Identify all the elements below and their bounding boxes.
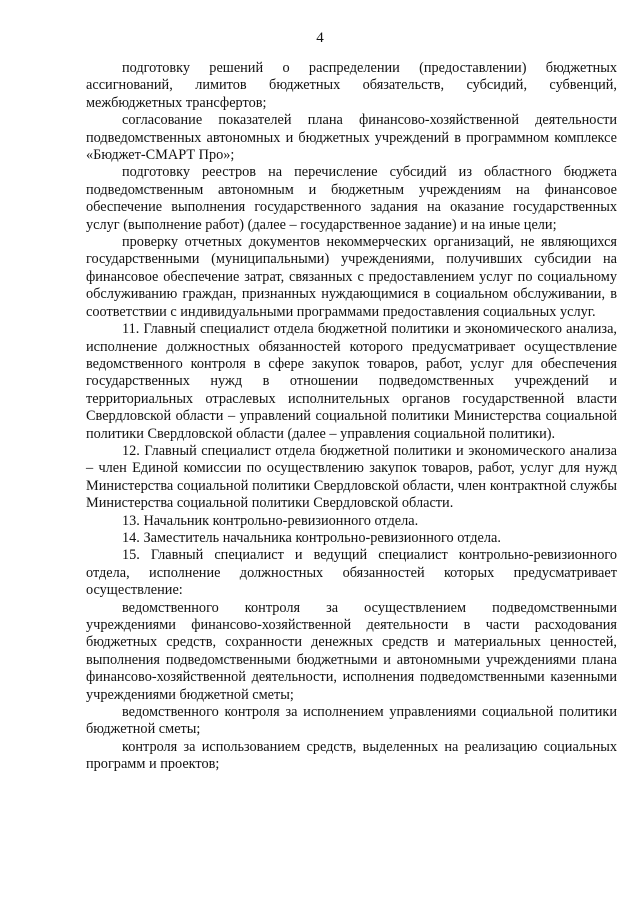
paragraph: 12. Главный специалист отдела бюджетной политики и экономического анализа – член Единой комиссии по осуществлению закупок товаров, работ, услуг для нужд Министерства социальной политики Свердловской области, член контрактной службы Министерства социальной политики Свердловской области. xyxy=(86,442,617,512)
paragraph: 14. Заместитель начальника контрольно-ревизионного отдела. xyxy=(122,529,501,546)
paragraph: ведомственного контроля за исполнением управлениями социальной политики бюджетной сметы; xyxy=(86,704,617,738)
paragraph: 13. Начальник контрольно-ревизионного отдела. xyxy=(122,512,419,529)
paragraph: контроля за использованием средств, выделенных на реализацию социальных программ и проектов; xyxy=(86,738,617,773)
paragraph: 15. Главный специалист и ведущий специалист контрольно-ревизионного отдела, исполнение должностных обязанностей которых предусматривает осуществление: xyxy=(86,547,617,599)
paragraph: подготовку решений о распределении (предоставлении) бюджетных ассигнований, лимитов бюджетных обязательств, субсидий, субвенций, межбюджетных трансфертов; xyxy=(86,60,617,111)
paragraph: ведомственного контроля за осуществлением подведомственными учреждениями финансово-хозяйственной деятельности в части расходования бюджетных средств, сохранности денежных средств и материальных ценностей, выполнения подведомственными бюджетными и автономными учреждениями плана финансово-хозяйственной деятельности, исполнения подведомственными казенными учреждениями бюджетной сметы; xyxy=(86,599,617,703)
paragraph: подготовку реестров на перечисление субсидий из областного бюджета подведомственным автономным и бюджетным учреждениям на финансовое обеспечение выполнения государственного задания на оказание государственных услуг (выполнение работ) (далее – государственное задание) и на иные цели; xyxy=(86,164,617,233)
document-body xyxy=(86,60,617,774)
paragraph: проверку отчетных документов некоммерческих организаций, не являющихся государственными (муниципальными) учреждениями, получивших субсидии на финансовое обеспечение затрат, связанных с предоставлением услуг по социальному обслуживанию граждан, признанных нуждающимися в социальном обслуживании, в соответствии с индивидуальными программами предоставления социальных услуг. xyxy=(86,234,617,320)
paragraph: 11. Главный специалист отдела бюджетной политики и экономического анализа, исполнение должностных обязанностей которого предусматривает осуществление ведомственного контроля в сфере закупок товаров, работ, услуг для обеспечения государственных нужд в отношении подведомственных учреждений и территориальных отраслевых исполнительных органов государственной власти Свердловской области – управлений социальной политики Министерства социальной политики Свердловской области (далее – управления социальной политики). xyxy=(86,321,617,442)
page-number: 4 xyxy=(316,30,324,46)
paragraph: согласование показателей плана финансово-хозяйственной деятельности подведомственных автономных и бюджетных учреждений в программном комплексе «Бюджет-СМАРТ Про»; xyxy=(86,112,617,164)
